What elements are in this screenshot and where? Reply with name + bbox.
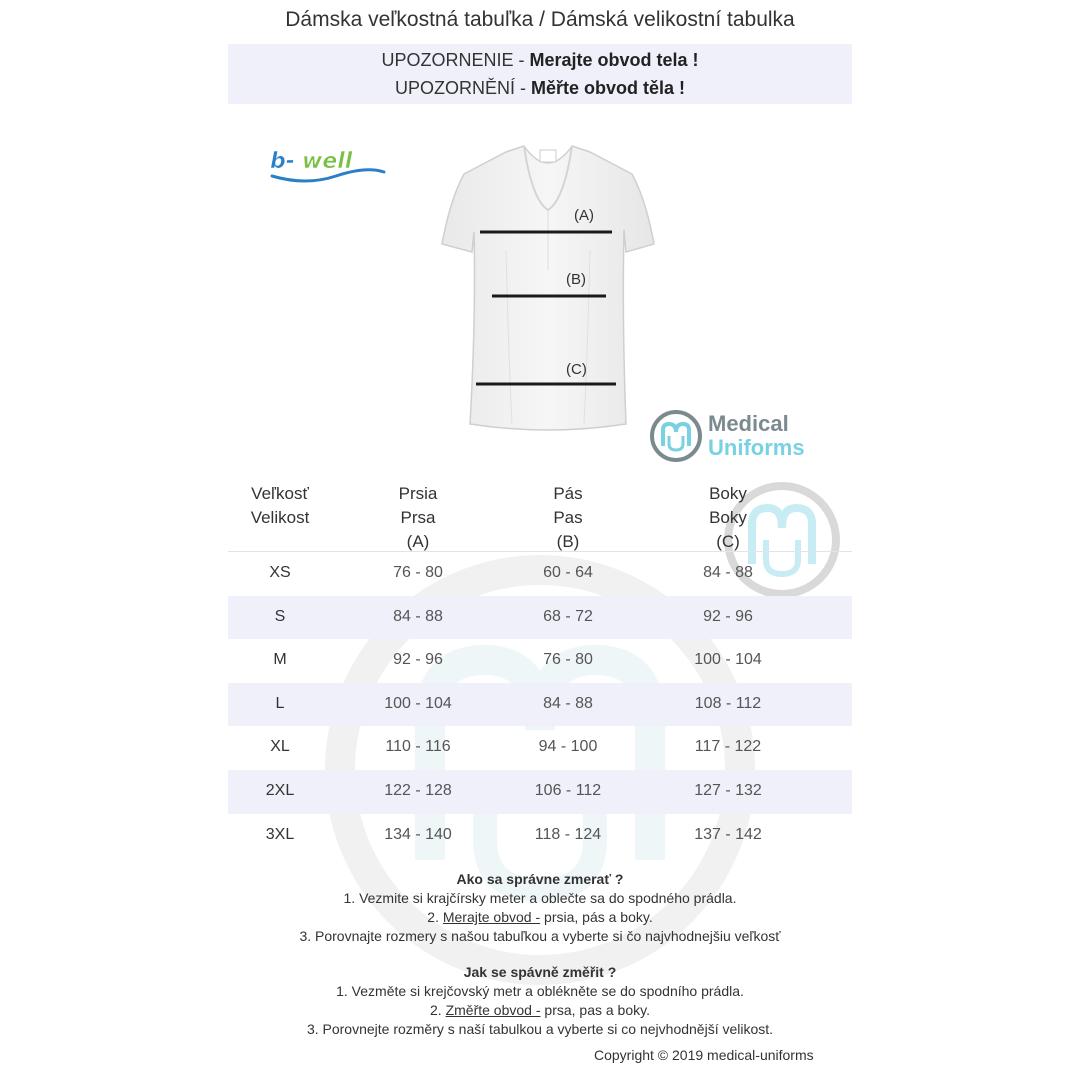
- table-row: [228, 596, 852, 640]
- table-row: [228, 552, 852, 596]
- cell-size: 3XL: [265, 825, 295, 843]
- table-row: [228, 639, 852, 683]
- cell-waist: 84 - 88: [543, 694, 593, 712]
- logo-text-medical: Medical: [708, 411, 789, 436]
- warning-line-cz: UPOZORNĚNÍ - Měřte obvod těla !: [394, 78, 686, 98]
- instructions-sk-step2: 2. Merajte obvod - prsia, pás a boky.: [427, 909, 653, 925]
- cell-waist: 118 - 124: [534, 825, 602, 843]
- table-row: [228, 770, 852, 814]
- svg-text:well: well: [302, 149, 353, 174]
- cell-waist: 60 - 64: [543, 564, 593, 581]
- cell-bust: 134 - 140: [384, 825, 452, 843]
- copyright-text: Copyright © 2019 medical-uniforms: [594, 1047, 814, 1063]
- instructions-cz-step2: 2. Změřte obvod - prsa, pas a boky.: [430, 1002, 650, 1018]
- instructions-cz-step3: 3. Porovnejte rozměry s naší tabulkou a vyberte si co nejvhodnější velikost.: [306, 1021, 774, 1037]
- cell-hips: 117 - 122: [694, 738, 762, 756]
- cell-size: 2XL: [265, 781, 295, 799]
- cell-hips: 108 - 112: [694, 694, 762, 712]
- cell-hips: 84 - 88: [703, 564, 753, 581]
- instructions-sk: [0, 870, 1080, 946]
- cell-size: XS: [269, 564, 291, 581]
- label-a: (A): [574, 207, 594, 224]
- cell-bust: 110 - 116: [385, 738, 451, 756]
- cell-size: S: [274, 607, 286, 625]
- svg-text:b-: b-: [270, 149, 295, 174]
- cell-waist: 106 - 112: [534, 781, 602, 799]
- cell-waist: 94 - 100: [538, 738, 598, 756]
- instructions-cz-heading: Jak se spávně změřit ?: [463, 964, 617, 980]
- mu-logo-icon: [648, 408, 704, 464]
- table-row: [228, 726, 852, 770]
- tunic-measurement-diagram: [436, 140, 660, 436]
- header-hips: Boky Boky (C): [709, 484, 747, 551]
- table-row: [228, 814, 852, 858]
- label-b: (B): [566, 271, 586, 288]
- instructions-cz-step1: 1. Vezměte si krejčovský metr a oblékněte se do spodního prádla.: [336, 983, 744, 999]
- warning-banner: [228, 44, 852, 104]
- cell-hips: 137 - 142: [694, 825, 762, 843]
- cell-bust: 76 - 80: [393, 564, 443, 581]
- header-size: Veľkosť Velikost: [250, 484, 310, 527]
- cell-bust: 92 - 96: [393, 651, 443, 669]
- cell-size: L: [275, 694, 285, 712]
- cell-waist: 68 - 72: [543, 607, 593, 625]
- label-c: (C): [566, 361, 587, 378]
- bwell-logo: [266, 146, 390, 186]
- header-bust: Prsia Prsa (A): [398, 484, 438, 551]
- cell-bust: 122 - 128: [384, 781, 452, 799]
- cell-bust: 100 - 104: [384, 694, 452, 712]
- instructions-sk-step3: 3. Porovnajte rozmery s našou tabuľkou a vyberte si čo najvhodnejšiu veľkosť: [299, 928, 781, 944]
- page-title: Dámska veľkostná tabuľka / Dámská velikostní tabulka: [285, 8, 795, 31]
- table-header: [228, 478, 852, 552]
- header-waist: Pás Pas (B): [553, 484, 583, 551]
- table-row: [228, 683, 852, 727]
- size-table: [228, 478, 852, 857]
- instructions-cz: [0, 963, 1080, 1039]
- warning-line-sk: UPOZORNENIE - Merajte obvod tela !: [381, 50, 699, 70]
- cell-hips: 92 - 96: [703, 607, 753, 625]
- medical-uniforms-logo: [648, 408, 848, 468]
- cell-hips: 100 - 104: [694, 651, 762, 669]
- cell-hips: 127 - 132: [694, 781, 762, 799]
- cell-bust: 84 - 88: [393, 607, 443, 625]
- cell-size: XL: [270, 738, 290, 756]
- cell-waist: 76 - 80: [543, 651, 593, 669]
- instructions-sk-step1: 1. Vezmite si krajčírsky meter a oblečte sa do spodného prádla.: [343, 890, 737, 906]
- logo-text-uniforms: Uniforms: [708, 435, 805, 460]
- cell-size: M: [273, 651, 287, 669]
- instructions-sk-heading: Ako sa správne zmerať ?: [456, 871, 624, 887]
